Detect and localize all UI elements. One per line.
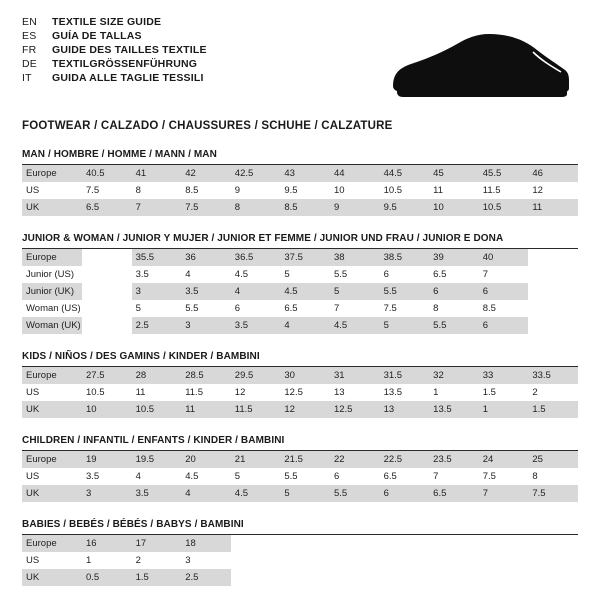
- cell: 10: [429, 199, 479, 216]
- cell: 7: [433, 471, 439, 482]
- cell: 5: [280, 485, 330, 502]
- row-label: Junior (US): [26, 269, 75, 280]
- language-code: ES: [22, 30, 37, 42]
- language-row: [22, 30, 207, 42]
- cell: 13.5: [429, 401, 479, 418]
- table-row: [22, 266, 578, 283]
- cell: 28.5: [181, 367, 231, 384]
- cell: 2.5: [181, 569, 231, 586]
- cell-empty: [479, 535, 529, 552]
- cell: 6: [333, 471, 340, 482]
- table-row: [22, 199, 578, 216]
- cell: 5.5: [284, 471, 298, 482]
- cell: 6.5: [383, 471, 397, 482]
- cell: 13: [333, 387, 345, 398]
- cell: 1: [433, 387, 439, 398]
- language-title: GUIDE DES TAILLES TEXTILE: [52, 44, 207, 56]
- size-table-man: [22, 165, 578, 216]
- cell: 35.5: [132, 249, 182, 266]
- cell: 12: [532, 185, 543, 196]
- cell: 19: [82, 451, 132, 468]
- cell: 11: [528, 199, 578, 216]
- dress-shoe-icon: [385, 30, 570, 105]
- cell: 5: [284, 269, 290, 280]
- section-title: KIDS / NIÑOS / DES GAMINS / KINDER / BAMBINI: [22, 351, 578, 367]
- table-row: [22, 384, 578, 401]
- cell: 8.5: [280, 199, 330, 216]
- cell: 5.5: [333, 269, 348, 280]
- cell: 4: [135, 471, 141, 482]
- cell: 9.5: [284, 185, 298, 196]
- table-row: [22, 485, 578, 502]
- cell: 10.5: [132, 401, 182, 418]
- section-title: CHILDREN / INFANTIL / ENFANTS / KINDER / BAMBINI: [22, 435, 578, 451]
- cell: 24: [479, 451, 529, 468]
- cell: 5.5: [380, 283, 430, 300]
- cell: 4: [181, 485, 231, 502]
- cell: 7.5: [181, 199, 231, 216]
- cell: 9: [234, 185, 241, 196]
- size-table-junior-woman: [22, 249, 578, 334]
- cell: [82, 317, 132, 334]
- cell: 0.5: [82, 569, 132, 586]
- cell-empty: [231, 552, 281, 569]
- cell: 7.5: [86, 185, 100, 196]
- cell: 21: [231, 451, 281, 468]
- cell: 1: [479, 401, 529, 418]
- cell: 6.5: [429, 485, 479, 502]
- cell: 11.5: [185, 387, 203, 398]
- cell: [82, 266, 132, 283]
- cell: 4.5: [185, 471, 199, 482]
- cell: 6.5: [284, 303, 298, 314]
- cell: 32: [429, 367, 479, 384]
- cell: 36: [181, 249, 231, 266]
- cell-empty: [380, 535, 430, 552]
- cell-empty: [280, 535, 330, 552]
- cell: 25: [528, 451, 578, 468]
- cell: 40: [479, 249, 529, 266]
- footwear-heading: FOOTWEAR / CALZADO / CHAUSSURES / SCHUHE / CALZATURE: [22, 120, 393, 132]
- cell: 2: [135, 555, 141, 566]
- row-label: Europe: [22, 535, 82, 552]
- cell: 38.5: [380, 249, 430, 266]
- table-row: [22, 569, 578, 586]
- cell: 8: [532, 471, 538, 482]
- cell: 12: [234, 387, 246, 398]
- cell: 46: [528, 165, 578, 182]
- cell: 1.5: [132, 569, 182, 586]
- cell: [528, 249, 578, 266]
- table-row: [22, 535, 578, 552]
- cell: 1.5: [528, 401, 578, 418]
- cell: 8.5: [482, 303, 496, 314]
- language-row: [22, 58, 207, 70]
- cell: [528, 283, 578, 300]
- row-label: Europe: [22, 165, 82, 182]
- cell: 43: [280, 165, 330, 182]
- cell-empty: [429, 569, 479, 586]
- cell: 7.5: [383, 303, 397, 314]
- cell: 28: [132, 367, 182, 384]
- cell: 6: [383, 269, 389, 280]
- cell: 22.5: [380, 451, 430, 468]
- cell: 27.5: [82, 367, 132, 384]
- cell: [82, 300, 132, 317]
- cell: 3: [181, 317, 231, 334]
- cell: 5: [330, 283, 380, 300]
- row-label: Europe: [22, 451, 82, 468]
- section-children: [22, 435, 578, 502]
- cell: 11.5: [231, 401, 281, 418]
- cell: 7: [132, 199, 182, 216]
- cell: 17: [132, 535, 182, 552]
- table-row: [22, 283, 578, 300]
- section-babies: [22, 519, 578, 586]
- cell: 13: [380, 401, 430, 418]
- cell: 5.5: [330, 485, 380, 502]
- cell-empty: [280, 552, 330, 569]
- cell-empty: [528, 552, 578, 569]
- cell: 33.5: [528, 367, 578, 384]
- cell: 5.5: [185, 303, 199, 314]
- cell: 5: [380, 317, 430, 334]
- table-row: [22, 468, 578, 485]
- cell: 3.5: [86, 471, 100, 482]
- cell: 1: [86, 555, 92, 566]
- cell: 3.5: [132, 485, 182, 502]
- cell: 9.5: [380, 199, 430, 216]
- cell: 11: [181, 401, 231, 418]
- cell: 33: [479, 367, 529, 384]
- row-label: US: [26, 471, 40, 482]
- cell: 45.5: [479, 165, 529, 182]
- language-row: [22, 72, 207, 84]
- cell: 7: [482, 269, 489, 280]
- cell: 18: [181, 535, 231, 552]
- cell: 29.5: [231, 367, 281, 384]
- cell: [82, 249, 132, 266]
- cell: 38: [330, 249, 380, 266]
- cell: 40.5: [82, 165, 132, 182]
- cell: 12: [280, 401, 330, 418]
- cell: 45: [429, 165, 479, 182]
- cell: 9: [330, 199, 380, 216]
- cell: [528, 317, 578, 334]
- language-row: [22, 16, 207, 28]
- row-label: US: [26, 387, 40, 398]
- cell: 4: [231, 283, 281, 300]
- cell: [82, 283, 132, 300]
- cell: 4.5: [330, 317, 380, 334]
- cell: 30: [280, 367, 330, 384]
- cell: 31.5: [380, 367, 430, 384]
- row-label: UK: [22, 401, 82, 418]
- cell: 10: [82, 401, 132, 418]
- cell: 8.5: [185, 185, 199, 196]
- cell: 4: [185, 269, 191, 280]
- cell: 4.5: [280, 283, 330, 300]
- cell-empty: [280, 569, 330, 586]
- language-title: GUIDA ALLE TAGLIE TESSILI: [52, 72, 204, 84]
- language-title: GUÍA DE TALLAS: [52, 30, 142, 42]
- cell: 6: [380, 485, 430, 502]
- cell: 31: [330, 367, 380, 384]
- cell: 12.5: [330, 401, 380, 418]
- cell: 5: [135, 303, 141, 314]
- cell: 37.5: [280, 249, 330, 266]
- cell: 36.5: [231, 249, 281, 266]
- row-label: UK: [22, 199, 82, 216]
- cell: 23.5: [429, 451, 479, 468]
- language-code: DE: [22, 58, 37, 70]
- language-list: [22, 16, 207, 84]
- cell: 44.5: [380, 165, 430, 182]
- cell-empty: [231, 569, 281, 586]
- section-title: JUNIOR & WOMAN / JUNIOR Y MUJER / JUNIOR ET FEMME / JUNIOR UND FRAU / JUNIOR E DONA: [22, 233, 578, 249]
- table-row: [22, 182, 578, 199]
- cell: 21.5: [280, 451, 330, 468]
- row-label: UK: [22, 569, 82, 586]
- table-row: [22, 300, 578, 317]
- size-table-babies: [22, 535, 578, 586]
- cell: 13.5: [383, 387, 403, 398]
- cell: 7: [333, 303, 340, 314]
- cell-empty: [429, 552, 479, 569]
- cell: 44: [330, 165, 380, 182]
- row-label: US: [26, 185, 40, 196]
- cell: 10.5: [479, 199, 529, 216]
- cell: 10.5: [86, 387, 105, 398]
- cell: 3.5: [181, 283, 231, 300]
- cell: 5.5: [429, 317, 479, 334]
- cell-empty: [528, 569, 578, 586]
- cell-empty: [528, 535, 578, 552]
- cell: 3: [82, 485, 132, 502]
- language-code: IT: [22, 72, 32, 84]
- row-label: Europe: [22, 367, 82, 384]
- cell: 8: [433, 303, 439, 314]
- cell: 22: [330, 451, 380, 468]
- cell: 3.5: [231, 317, 281, 334]
- cell: [528, 266, 578, 283]
- table-row: [22, 317, 578, 334]
- cell: 6.5: [433, 269, 447, 280]
- size-table-kids: [22, 367, 578, 418]
- cell: 6: [234, 303, 241, 314]
- cell: 11: [135, 387, 146, 398]
- page-header: [22, 16, 578, 105]
- cell: 2.5: [132, 317, 182, 334]
- row-label: Woman (UK): [22, 317, 82, 334]
- cell: 4: [280, 317, 330, 334]
- cell: 6.5: [82, 199, 132, 216]
- cell: 10: [333, 185, 345, 196]
- cell-empty: [380, 569, 430, 586]
- language-title: TEXTILGRÖSSENFÜHRUNG: [52, 58, 198, 70]
- row-label: Europe: [22, 249, 82, 266]
- cell: 3: [185, 555, 191, 566]
- cell: 1.5: [482, 387, 496, 398]
- cell: 6: [429, 283, 479, 300]
- cell: 4.5: [231, 485, 281, 502]
- cell-empty: [330, 552, 380, 569]
- table-row: [22, 552, 578, 569]
- size-table-children: [22, 451, 578, 502]
- cell: 6: [479, 283, 529, 300]
- table-row: [22, 249, 578, 266]
- cell: 7.5: [482, 471, 496, 482]
- cell-empty: [231, 535, 281, 552]
- cell-empty: [330, 569, 380, 586]
- table-row: [22, 165, 578, 182]
- cell: 20: [181, 451, 231, 468]
- cell: 7.5: [528, 485, 578, 502]
- cell: 2: [532, 387, 538, 398]
- cell: 19.5: [132, 451, 182, 468]
- cell: 11.5: [482, 185, 501, 196]
- section-title: BABIES / BEBÉS / BÉBÉS / BABYS / BAMBINI: [22, 519, 578, 535]
- section-man: [22, 149, 578, 216]
- cell: 3.5: [135, 269, 149, 280]
- cell: 5: [234, 471, 241, 482]
- cell: 8: [135, 185, 141, 196]
- cell: 16: [82, 535, 132, 552]
- cell-empty: [479, 569, 529, 586]
- language-code: EN: [22, 16, 37, 28]
- row-label: US: [26, 555, 40, 566]
- cell: 8: [231, 199, 281, 216]
- section-title: MAN / HOMBRE / HOMME / MANN / MAN: [22, 149, 578, 165]
- cell: 6: [479, 317, 529, 334]
- cell: 39: [429, 249, 479, 266]
- cell: 4.5: [234, 269, 248, 280]
- cell: 7: [479, 485, 529, 502]
- cell: 42: [181, 165, 231, 182]
- cell: 3: [132, 283, 182, 300]
- cell: 11: [433, 185, 444, 196]
- cell: 42.5: [231, 165, 281, 182]
- language-code: FR: [22, 44, 37, 56]
- row-label: Junior (UK): [22, 283, 82, 300]
- section-kids: [22, 351, 578, 418]
- cell: 41: [132, 165, 182, 182]
- language-row: [22, 44, 207, 56]
- table-row: [22, 367, 578, 384]
- cell-empty: [330, 535, 380, 552]
- cell-empty: [479, 552, 529, 569]
- table-row: [22, 401, 578, 418]
- section-junior-woman: [22, 233, 578, 334]
- cell: 12.5: [284, 387, 303, 398]
- table-row: [22, 451, 578, 468]
- cell: [528, 300, 578, 317]
- row-label: Woman (US): [26, 303, 81, 314]
- language-title: TEXTILE SIZE GUIDE: [52, 16, 162, 28]
- row-label: UK: [22, 485, 82, 502]
- cell-empty: [429, 535, 479, 552]
- cell-empty: [380, 552, 430, 569]
- cell: 10.5: [383, 185, 403, 196]
